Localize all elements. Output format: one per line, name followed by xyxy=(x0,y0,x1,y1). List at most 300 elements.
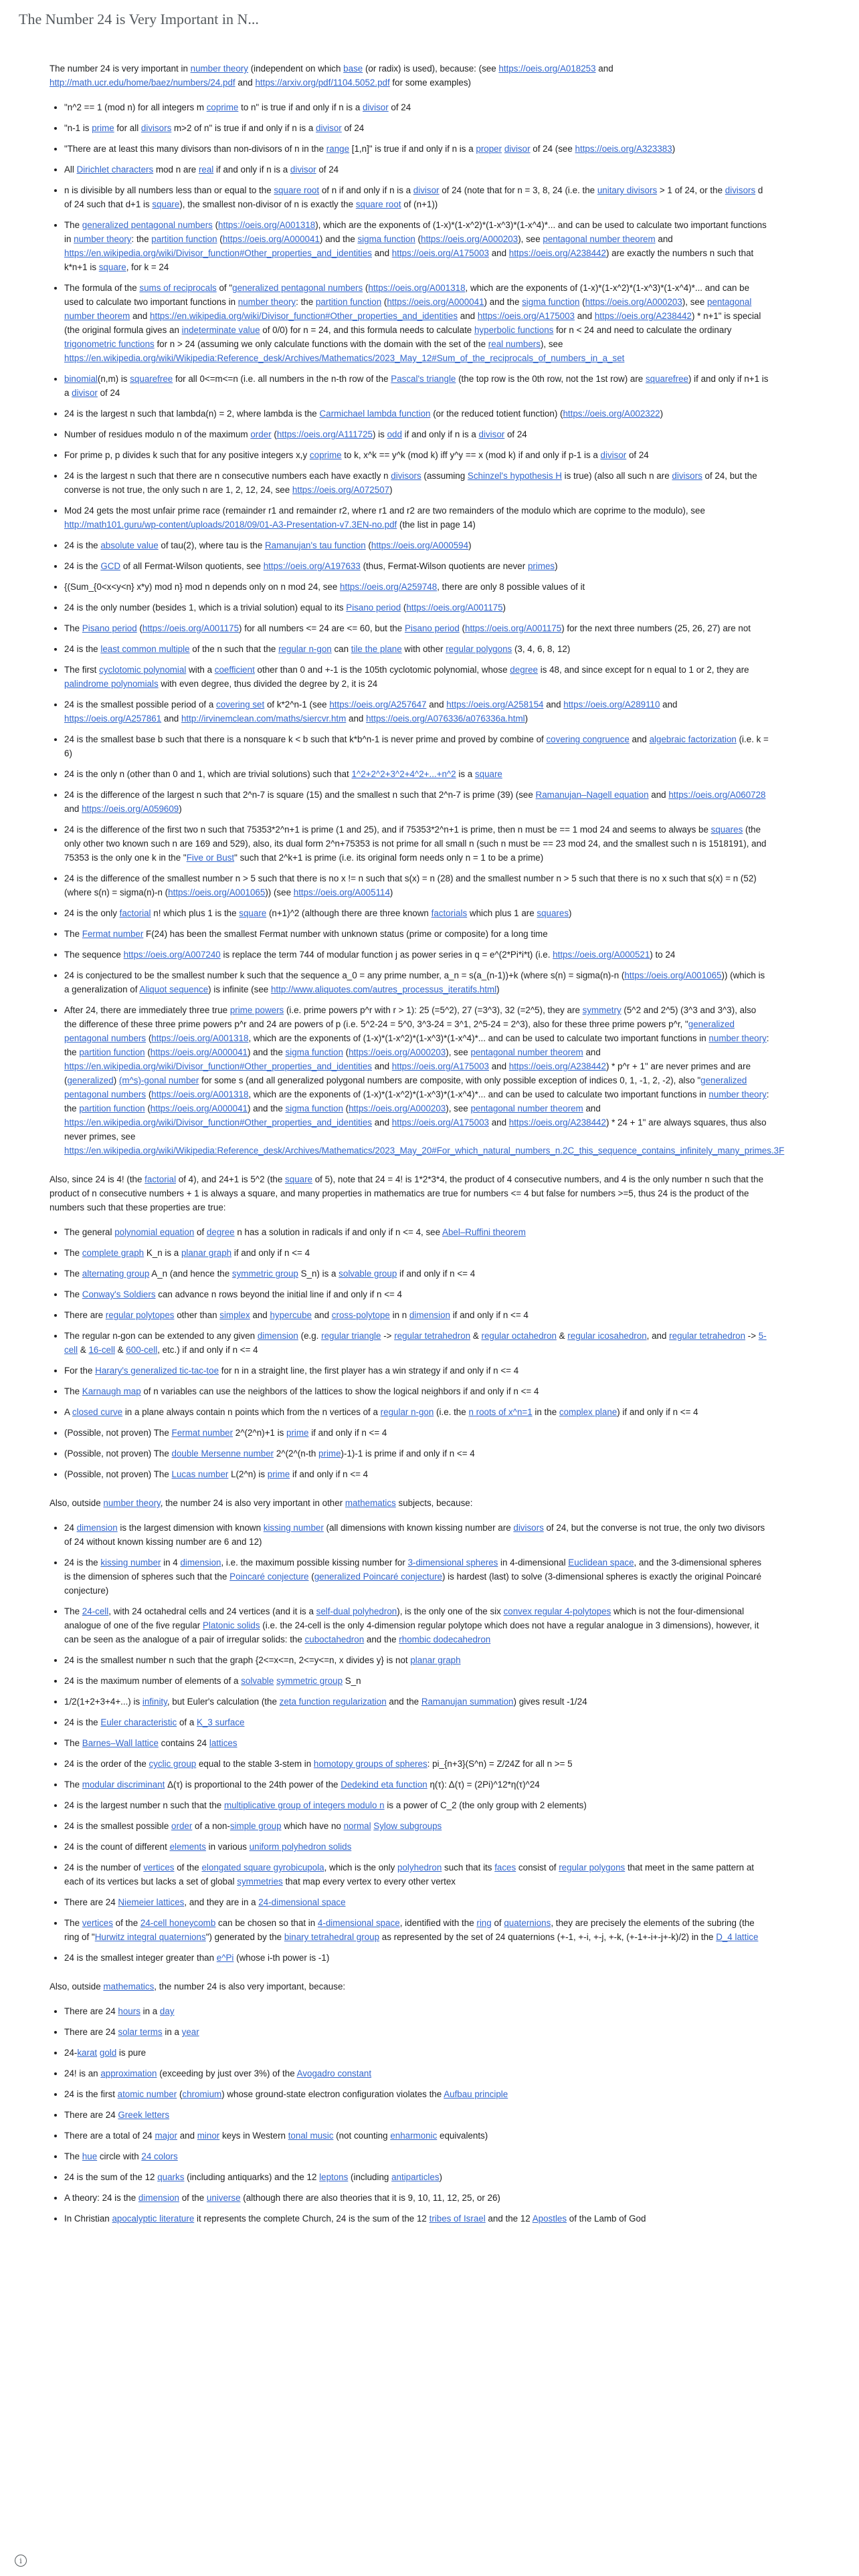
inline-link[interactable]: Avogadro constant xyxy=(296,2068,372,2078)
inline-link[interactable]: divisor xyxy=(600,450,627,460)
inline-link[interactable]: hyperbolic functions xyxy=(474,325,554,335)
inline-link[interactable]: https://oeis.org/A289110 xyxy=(563,700,660,710)
inline-link[interactable]: gold xyxy=(99,2048,117,2058)
inline-link[interactable]: elongated square gyrobicupola xyxy=(201,1862,324,1872)
inline-link[interactable]: uniform polyhedron solids xyxy=(249,1842,352,1852)
inline-link[interactable]: faces xyxy=(494,1862,516,1872)
inline-link[interactable]: Euler characteristic xyxy=(100,1717,177,1727)
inline-link[interactable]: tonal music xyxy=(288,2131,334,2141)
inline-link[interactable]: Pisano period xyxy=(346,603,401,613)
inline-link[interactable]: generalized pentagonal numbers xyxy=(64,1075,747,1099)
inline-link[interactable]: https://oeis.org/A323383 xyxy=(575,144,672,154)
inline-link[interactable]: n roots of x^n=1 xyxy=(468,1407,533,1417)
inline-link[interactable]: absolute value xyxy=(100,540,159,550)
inline-link[interactable]: complex plane xyxy=(559,1407,617,1417)
inline-link[interactable]: divisors xyxy=(140,123,172,133)
inline-link[interactable]: cross-polytope xyxy=(331,1310,390,1320)
list-item: • 24 is the first atomic number (chromium) whose ground-state electron configuration violates the Aufbau principle xyxy=(64,2087,769,2101)
inline-link[interactable]: square xyxy=(285,1174,312,1184)
inline-link[interactable]: pentagonal number theorem xyxy=(470,1103,583,1113)
inline-link[interactable]: pentagonal number theorem xyxy=(64,297,752,321)
inline-link[interactable]: https://oeis.org/A257647 xyxy=(329,700,427,710)
inline-link[interactable]: 24-cell xyxy=(82,1606,109,1616)
list-item: • 24 is the GCD of all Fermat-Wilson quotients, see https://oeis.org/A197633 (thus, Fermat-Wilson quotients are never primes) xyxy=(64,559,769,573)
inline-link[interactable]: prime xyxy=(92,123,114,133)
inline-link[interactable]: infinity xyxy=(142,1697,167,1707)
inline-link[interactable]: dimension xyxy=(409,1310,450,1320)
list-item: • There are regular polytopes other than simplex and hypercube and cross-polytope in n dimension if and only if n <= 4 xyxy=(64,1308,769,1322)
inline-link[interactable]: https://en.wikipedia.org/wiki/Divisor_function#Other_properties_and_identities xyxy=(150,311,458,321)
inline-link[interactable]: prime powers xyxy=(229,1005,284,1015)
inline-link[interactable]: GCD xyxy=(100,561,121,571)
inline-link[interactable]: Ramanujan summation xyxy=(421,1697,514,1707)
inline-link[interactable]: https://oeis.org/A001318 xyxy=(151,1089,249,1099)
inline-link[interactable]: solvable group xyxy=(339,1269,397,1279)
list-item: • 24-karat gold is pure xyxy=(64,2046,769,2060)
inline-link[interactable]: https://oeis.org/A001318 xyxy=(218,220,316,230)
inline-link[interactable]: https://oeis.org/A197633 xyxy=(263,561,361,571)
inline-link[interactable]: homotopy groups of spheres xyxy=(313,1759,427,1769)
inline-link[interactable]: squares xyxy=(710,825,743,835)
inline-link[interactable]: kissing number xyxy=(263,1523,324,1533)
inline-link[interactable]: generalized pentagonal numbers xyxy=(82,220,213,230)
inline-link[interactable]: dimension xyxy=(138,2193,179,2203)
inline-link[interactable]: generalized Poincaré conjecture xyxy=(314,1572,442,1582)
inline-link[interactable]: Poincaré conjecture xyxy=(229,1572,309,1582)
inline-link[interactable]: Pascal's triangle xyxy=(391,374,456,384)
inline-link[interactable]: degree xyxy=(510,665,538,675)
inline-link[interactable]: Apostles xyxy=(532,2214,567,2224)
inline-link[interactable]: regular tetrahedron xyxy=(394,1331,471,1341)
inline-link[interactable]: simple group xyxy=(229,1821,282,1831)
inline-link[interactable]: Pisano period xyxy=(82,623,137,633)
inline-link[interactable]: https://oeis.org/A175003 xyxy=(391,1061,489,1071)
inline-link[interactable]: dimension xyxy=(76,1523,118,1533)
inline-link[interactable]: dimension xyxy=(180,1558,221,1568)
inline-link[interactable]: partition function xyxy=(151,234,217,244)
inline-link[interactable]: Aufbau principle xyxy=(444,2089,508,2099)
inline-link[interactable]: K_3 surface xyxy=(197,1717,245,1727)
inline-link[interactable]: divisor xyxy=(72,388,98,398)
inline-link[interactable]: square root xyxy=(274,185,320,195)
inline-link[interactable]: Ramanujan–Nagell equation xyxy=(535,790,649,800)
list-item: • In Christian apocalyptic literature it represents the complete Church, 24 is the sum of the 12 tribes of Israel and the 12 Apostles of the Lamb of God xyxy=(64,2212,769,2226)
inline-link[interactable]: vertices xyxy=(143,1862,175,1872)
inline-link[interactable]: factorial xyxy=(119,908,151,918)
inline-link[interactable]: vertices xyxy=(82,1918,113,1928)
inline-link[interactable]: sigma function xyxy=(522,297,580,307)
inline-link[interactable]: https://en.wikipedia.org/wiki/Divisor_function#Other_properties_and_identities xyxy=(64,248,372,258)
outside-math-list xyxy=(50,2004,769,2226)
inline-link[interactable]: planar graph xyxy=(410,1655,461,1665)
inline-link[interactable]: year xyxy=(181,2027,199,2037)
inline-link[interactable]: https://oeis.org/A001065 xyxy=(624,970,722,980)
inline-link[interactable]: 24-cell honeycomb xyxy=(140,1918,216,1928)
list-item: • The Karnaugh map of n variables can use the neighbors of the lattices to show the logical neighbors if and only if n <= 4 xyxy=(64,1384,769,1398)
inline-link[interactable]: https://oeis.org/A238442 xyxy=(594,311,692,321)
list-item: • 24 is the absolute value of tau(2), where tau is the Ramanujan's tau function (https://oeis.org/A000594) xyxy=(64,538,769,552)
inline-link[interactable]: https://oeis.org/A238442 xyxy=(508,248,606,258)
inline-link[interactable]: simplex xyxy=(219,1310,250,1320)
inline-link[interactable]: number theory xyxy=(103,1498,161,1508)
inline-link[interactable]: sums of reciprocals xyxy=(139,283,217,293)
inline-link[interactable]: degree xyxy=(206,1227,235,1237)
inline-link[interactable]: 24 colors xyxy=(141,2151,178,2161)
list-item: • The Conway's Soldiers can advance n rows beyond the initial line if and only if n <= 4 xyxy=(64,1287,769,1301)
inline-link[interactable]: order xyxy=(250,429,272,439)
inline-link[interactable]: 16-cell xyxy=(88,1345,115,1355)
inline-link[interactable]: rhombic dodecahedron xyxy=(399,1634,491,1644)
inline-link[interactable]: modular discriminant xyxy=(82,1780,165,1790)
inline-link[interactable]: primes xyxy=(527,561,555,571)
inline-link[interactable]: number theory xyxy=(708,1089,767,1099)
list-item: • 24 is the smallest base b such that there is a nonsquare k < b such that k*b^n-1 is never prime and proved by combine of covering congruence and algebraic factorization (i.e. k = 6) xyxy=(64,732,769,760)
inline-link[interactable]: https://en.wikipedia.org/wiki/Divisor_function#Other_properties_and_identities xyxy=(64,1061,372,1071)
inline-link[interactable]: generalized xyxy=(67,1075,114,1085)
inline-link[interactable]: multiplicative group of integers modulo n xyxy=(223,1800,385,1810)
inline-link[interactable]: tile the plane xyxy=(351,644,402,654)
inline-link[interactable]: generalized pentagonal numbers xyxy=(64,1019,735,1043)
inline-link[interactable]: unitary divisors xyxy=(597,185,658,195)
inline-link[interactable]: divisor xyxy=(504,144,531,154)
inline-link[interactable]: divisors xyxy=(391,471,421,481)
inline-link[interactable]: hours xyxy=(118,2006,140,2016)
inline-link[interactable]: symmetry xyxy=(582,1005,622,1015)
inline-link[interactable]: coefficient xyxy=(214,665,255,675)
inline-link[interactable]: Carmichael lambda function xyxy=(319,409,431,419)
inline-link[interactable]: Sylow subgroups xyxy=(373,1821,442,1831)
list-item: • The generalized pentagonal numbers (https://oeis.org/A001318), which are the exponents of (1-x)*(1-x^2)*(1-x^3)*(1-x^4)*... and can be used to calculate two important functions in number theory: the partition function (https://oeis.org/A000041) and the sigma function (https://oeis.org/A000203), see pentagonal number theorem and https://en.wikipedia.org/wiki/Divisor_function#Other_properties_and_identities and https://oeis.org/A175003 and https://oeis.org/A238442) are exactly the numbers n such that k*n+1 is square, for k = 24 xyxy=(64,218,769,274)
inline-link[interactable]: Pisano period xyxy=(404,623,460,633)
inline-link[interactable]: number theory xyxy=(74,234,132,244)
inline-link[interactable]: prime xyxy=(286,1428,309,1438)
inline-link[interactable]: Euclidean space xyxy=(568,1558,634,1568)
list-item: • 24 is the smallest integer greater than e^Pi (whose i-th power is -1) xyxy=(64,1951,769,1965)
inline-link[interactable]: order xyxy=(171,1821,193,1831)
inline-link[interactable]: partition function xyxy=(79,1103,145,1113)
inline-link[interactable]: hypercube xyxy=(270,1310,312,1320)
inline-link[interactable]: https://oeis.org/A000041 xyxy=(150,1103,248,1113)
inline-link[interactable]: alternating group xyxy=(82,1269,150,1279)
inline-link[interactable]: https://oeis.org/A060728 xyxy=(668,790,766,800)
inline-link[interactable]: Platonic solids xyxy=(202,1620,260,1630)
inline-link[interactable]: cuboctahedron xyxy=(304,1634,365,1644)
inline-link[interactable]: solar terms xyxy=(118,2027,163,2037)
inline-link[interactable]: mathematics xyxy=(103,1981,155,1992)
inline-link[interactable]: https://oeis.org/A002322 xyxy=(563,409,660,419)
inline-link[interactable]: 24-dimensional space xyxy=(258,1897,346,1907)
list-item: • The formula of the sums of reciprocals of "generalized pentagonal numbers (https://oeis.org/A001318, which are the exponents of (1-x)*(1-x^2)*(1-x^3)*(1-x^4)*... and can be used to calculate two important functions in number theory: the partition function (https://oeis.org/A000041) and the sigma function (https://oeis.org/A000203), see pentagonal number theorem and https://en.wikipedia.org/wiki/Divisor_function#Other_properties_and_identities and https://oeis.org/A175003 and https://oeis.org/A238442) * n+1" is special (the original formula gives an indeterminate value of 0/0) for n = 24, and this formula needs to calculate hyperbolic functions for n < 24 and need to calculate the ordinary trigonometric functions for n > 24 (assuming we only calculate functions with the domain with the set of the real numbers), see https://en.wikipedia.org/wiki/Wikipedia:Reference_desk/Archives/Mathematics/2023_May_12#Sum_of_the_reciprocals_of_numbers_in_a_set xyxy=(64,281,769,365)
inline-link[interactable]: https://arxiv.org/pdf/1104.5052.pdf xyxy=(255,78,390,88)
inline-link[interactable]: planar graph xyxy=(181,1248,232,1258)
inline-link[interactable]: leptons xyxy=(319,2172,349,2182)
inline-link[interactable]: regular icosahedron xyxy=(567,1331,647,1341)
inline-link[interactable]: https://oeis.org/A258154 xyxy=(446,700,544,710)
inline-link[interactable]: square xyxy=(98,262,126,272)
intro-paragraph: The number 24 is very important in number theory (independent on which base (or radix) is used), because: (see https://oeis.org/A018253 and http://math.ucr.edu/home/baez/numbers/24.pdf and https://arxiv.org/pdf/1104.5052.pdf for some examples) xyxy=(50,64,613,88)
inline-link[interactable]: 5-cell xyxy=(64,1331,767,1355)
inline-link[interactable]: quaternions xyxy=(504,1918,551,1928)
inline-link[interactable]: binomial xyxy=(64,374,98,384)
inline-link[interactable]: least common multiple xyxy=(100,644,190,654)
list-item: • For prime p, p divides k such that for any positive integers x,y coprime to k, x^k == y^k (mod k) iff y^y == x (mod k) if and only if p-1 is a divisor of 24 xyxy=(64,448,769,462)
list-item: • Number of residues modulo n of the maximum order (https://oeis.org/A111725) is odd if and only if n is a divisor of 24 xyxy=(64,427,769,441)
inline-link[interactable]: Greek letters xyxy=(118,2110,170,2120)
inline-link[interactable]: regular n-gon xyxy=(278,644,332,654)
inline-link[interactable]: divisor xyxy=(316,123,342,133)
list-item: • "n^2 == 1 (mod n) for all integers m coprime to n" is true if and only if n is a divisor of 24 xyxy=(64,100,769,114)
inline-link[interactable]: https://oeis.org/A072507 xyxy=(292,485,390,495)
inline-link[interactable]: approximation xyxy=(100,2068,157,2078)
inline-link[interactable]: binary tetrahedral group xyxy=(284,1932,380,1942)
inline-link[interactable]: https://oeis.org/A238442 xyxy=(508,1061,606,1071)
inline-link[interactable]: https://oeis.org/A001318 xyxy=(368,283,466,293)
inline-link[interactable]: divisors xyxy=(672,471,702,481)
inline-link[interactable]: https://oeis.org/A000594 xyxy=(371,540,469,550)
inline-link[interactable]: squarefree xyxy=(645,374,688,384)
other-math-paragraph: Also, outside number theory, the number 24 is also very important in other mathematics subjects, because: xyxy=(50,1498,473,1508)
inline-link[interactable]: http://math.ucr.edu/home/baez/numbers/24.pdf xyxy=(50,78,235,88)
inline-link[interactable]: polyhedron xyxy=(397,1862,442,1872)
inline-link[interactable]: universe xyxy=(206,2193,241,2203)
inline-link[interactable]: divisor xyxy=(290,165,316,175)
inline-link[interactable]: double Mersenne number xyxy=(171,1448,274,1459)
inline-link[interactable]: https://oeis.org/A259748 xyxy=(340,582,438,592)
inline-link[interactable]: real numbers xyxy=(488,339,541,349)
inline-link[interactable]: https://oeis.org/A000521 xyxy=(553,950,650,960)
inline-link[interactable]: complete graph xyxy=(82,1248,145,1258)
inline-link[interactable]: closed curve xyxy=(72,1407,123,1417)
inline-link[interactable]: odd xyxy=(387,429,402,439)
inline-link[interactable]: square root xyxy=(355,199,401,209)
inline-link[interactable]: Abel–Ruffini theorem xyxy=(442,1227,526,1237)
small-numbers-list xyxy=(50,1225,769,1481)
inline-link[interactable]: https://oeis.org/A000203 xyxy=(349,1103,446,1113)
inline-link[interactable]: trigonometric functions xyxy=(64,339,155,349)
inline-link[interactable]: square xyxy=(239,908,267,918)
inline-link[interactable]: http://www.aliquotes.com/autres_processus_iteratifs.html xyxy=(270,984,497,994)
inline-link[interactable]: Dedekind eta function xyxy=(341,1780,427,1790)
inline-link[interactable]: regular n-gon xyxy=(380,1407,434,1417)
inline-link[interactable]: covering congruence xyxy=(546,734,630,744)
list-item: • 24 is the smallest possible period of a covering set of k*2^n-1 (see https://oeis.org/A257647 and https://oeis.org/A258154 and https://oeis.org/A289110 and https://oeis.org/A257861 and http://irvinemclean.com/maths/siercvr.htm and https://oeis.org/A076336/a076336a.html) xyxy=(64,697,769,726)
list-item: • 24 is conjectured to be the smallest number k such that the sequence a_0 = any prime number, a_n = s(a_(n-1))+k (where s(n) = sigma(n)-n (https://oeis.org/A001065)) (which is a generalization of Aliquot sequence) is infinite (see http://www.aliquotes.com/autres_processus_iteratifs.html) xyxy=(64,968,769,996)
inline-link[interactable]: https://oeis.org/A001318 xyxy=(151,1033,249,1043)
inline-link[interactable]: https://oeis.org/A000041 xyxy=(150,1047,248,1057)
inline-link[interactable]: Aliquot sequence xyxy=(139,984,209,994)
list-item: • 24 is the number of vertices of the elongated square gyrobicupola, which is the only polyhedron such that its faces consist of regular polygons that meet in the same pattern at each of its vertices but lacks a set of global symmetries that map every vertex to every other vertex xyxy=(64,1860,769,1889)
inline-link[interactable]: factorial xyxy=(145,1174,177,1184)
inline-link[interactable]: divisor xyxy=(363,102,389,112)
inline-link[interactable]: http://irvinemclean.com/maths/siercvr.htm xyxy=(181,714,347,724)
inline-link[interactable]: https://oeis.org/A001175 xyxy=(406,603,503,613)
list-item: • For the Harary's generalized tic-tac-toe for n in a straight line, the first player has a win strategy if and only if n <= 4 xyxy=(64,1364,769,1378)
inline-link[interactable]: coprime xyxy=(309,450,342,460)
inline-link[interactable]: dimension xyxy=(257,1331,298,1341)
inline-link[interactable]: divisors xyxy=(513,1523,544,1533)
inline-link[interactable]: sigma function xyxy=(285,1047,343,1057)
inline-link[interactable]: 4-dimensional space xyxy=(317,1918,400,1928)
inline-link[interactable]: proper xyxy=(476,144,502,154)
inline-link[interactable]: https://oeis.org/A000041 xyxy=(387,297,484,307)
inline-link[interactable]: divisor xyxy=(478,429,505,439)
inline-link[interactable]: Harary's generalized tic-tac-toe xyxy=(95,1366,219,1376)
inline-link[interactable]: cyclic group xyxy=(149,1759,197,1769)
inline-link[interactable]: pentagonal number theorem xyxy=(470,1047,583,1057)
inline-link[interactable]: pentagonal number theorem xyxy=(543,234,656,244)
inline-link[interactable]: mathematics xyxy=(345,1498,396,1508)
list-item: • 24 is the only number (besides 1, which is a trivial solution) equal to its Pisano period (https://oeis.org/A001175) xyxy=(64,601,769,615)
inline-link[interactable]: Fermat number xyxy=(82,929,144,939)
inline-link[interactable]: lattices xyxy=(209,1738,237,1748)
inline-link[interactable]: 1^2+2^2+3^2+4^2+...+n^2 xyxy=(351,769,456,779)
inline-link[interactable]: https://oeis.org/A007240 xyxy=(123,950,221,960)
inline-link[interactable]: https://oeis.org/A111725 xyxy=(276,429,373,439)
inline-link[interactable]: (m^s)-gonal number xyxy=(118,1075,199,1085)
inline-link[interactable]: real xyxy=(198,165,214,175)
inline-link[interactable]: elements xyxy=(169,1842,206,1852)
inline-link[interactable]: algebraic factorization xyxy=(649,734,737,744)
list-item: • binomial(n,m) is squarefree for all 0<=m<=n (i.e. all numbers in the n-th row of the Pascal's triangle (the top row is the 0th row, not the 1st row) are squarefree) if and only if n+1 is a divisor of 24 xyxy=(64,372,769,400)
inline-link[interactable]: Conway's Soldiers xyxy=(82,1289,156,1299)
inline-link[interactable]: regular octahedron xyxy=(481,1331,557,1341)
inline-link[interactable]: divisors xyxy=(725,185,756,195)
inline-link[interactable]: tribes of Israel xyxy=(429,2214,486,2224)
inline-link[interactable]: generalized pentagonal numbers xyxy=(232,283,363,293)
inline-link[interactable]: day xyxy=(159,2006,175,2016)
inline-link[interactable]: Five or Bust xyxy=(186,853,235,863)
inline-link[interactable]: partition function xyxy=(315,297,382,307)
inline-link[interactable]: zeta function regularization xyxy=(279,1697,387,1707)
inline-link[interactable]: https://en.wikipedia.org/wiki/Wikipedia:Reference_desk/Archives/Mathematics/2023_May_12#Sum_of_the_reciprocals_of_numbers_in_a_set xyxy=(64,353,625,363)
inline-link[interactable]: regular triangle xyxy=(321,1331,381,1341)
inline-link[interactable]: antiparticles xyxy=(391,2172,440,2182)
inline-link[interactable]: Dirichlet characters xyxy=(76,165,154,175)
inline-link[interactable]: partition function xyxy=(79,1047,145,1057)
inline-link[interactable]: https://en.wikipedia.org/wiki/Divisor_function#Other_properties_and_identities xyxy=(64,1117,372,1128)
inline-link[interactable]: apocalyptic literature xyxy=(112,2214,195,2224)
list-item: • (Possible, not proven) The Fermat number 2^(2^n)+1 is prime if and only if n <= 4 xyxy=(64,1426,769,1440)
info-icon[interactable]: i xyxy=(15,2555,27,2567)
inline-link[interactable]: Ramanujan's tau function xyxy=(265,540,366,550)
inline-link[interactable]: regular polygons xyxy=(559,1862,626,1872)
inline-link[interactable]: sigma function xyxy=(285,1103,343,1113)
inline-link[interactable]: divisor xyxy=(413,185,440,195)
inline-link[interactable]: kissing number xyxy=(100,1558,161,1568)
inline-link[interactable]: self-dual polyhedron xyxy=(316,1606,397,1616)
inline-link[interactable]: https://oeis.org/A001175 xyxy=(465,623,562,633)
inline-link[interactable]: Hurwitz integral quaternions xyxy=(94,1932,206,1942)
inline-link[interactable]: https://oeis.org/A001175 xyxy=(142,623,240,633)
inline-link[interactable]: polynomial equation xyxy=(114,1227,195,1237)
inline-link[interactable]: symmetric group xyxy=(276,1676,343,1686)
inline-link[interactable]: major xyxy=(155,2131,177,2141)
inline-link[interactable]: number theory xyxy=(708,1033,767,1043)
inline-link[interactable]: chromium xyxy=(182,2089,222,2099)
list-item: • The complete graph K_n is a planar graph if and only if n <= 4 xyxy=(64,1246,769,1260)
inline-link[interactable]: symmetries xyxy=(237,1876,283,1887)
inline-link[interactable]: cyclotomic polynomial xyxy=(99,665,187,675)
inline-link[interactable]: https://oeis.org/A257861 xyxy=(64,714,162,724)
inline-link[interactable]: squares xyxy=(537,908,569,918)
inline-link[interactable]: ring xyxy=(476,1918,492,1928)
inline-link[interactable]: https://oeis.org/A238442 xyxy=(508,1117,606,1128)
inline-link[interactable]: https://oeis.org/A018253 xyxy=(498,64,596,74)
inline-link[interactable]: https://oeis.org/A175003 xyxy=(477,311,575,321)
inline-link[interactable]: https://oeis.org/A000203 xyxy=(421,234,518,244)
inline-link[interactable]: squarefree xyxy=(130,374,173,384)
inline-link[interactable]: https://oeis.org/A001065 xyxy=(168,887,266,897)
inline-link[interactable]: https://oeis.org/A005114 xyxy=(293,887,390,897)
inline-link[interactable]: https://oeis.org/A059609 xyxy=(82,804,179,814)
inline-link[interactable]: solvable xyxy=(241,1676,274,1686)
inline-link[interactable]: http://math101.guru/wp-content/uploads/2018/09/01-A3-Presentation-v7.3EN-no.pdf xyxy=(64,520,397,530)
inline-link[interactable]: Lucas number xyxy=(171,1469,229,1479)
inline-link[interactable]: https://oeis.org/A175003 xyxy=(391,1117,489,1128)
list-item: • "n-1 is prime for all divisors m>2 of n" is true if and only if n is a divisor of 24 xyxy=(64,121,769,135)
inline-link[interactable]: symmetric group xyxy=(231,1269,298,1279)
inline-link[interactable]: Fermat number xyxy=(171,1428,233,1438)
inline-link[interactable]: base xyxy=(343,64,363,74)
inline-link[interactable]: quarks xyxy=(157,2172,185,2182)
list-item: • 24 is the least common multiple of the n such that the regular n-gon can tile the plane with other regular polygons (3, 4, 6, 8, 12) xyxy=(64,642,769,656)
inline-link[interactable]: regular polytopes xyxy=(105,1310,175,1320)
inline-link[interactable]: indeterminate value xyxy=(181,325,260,335)
inline-link[interactable]: https://oeis.org/A000203 xyxy=(349,1047,446,1057)
inline-link[interactable]: square xyxy=(152,199,180,209)
inline-link[interactable]: range xyxy=(326,144,350,154)
inline-link[interactable]: prime xyxy=(318,1448,341,1459)
inline-link[interactable]: hue xyxy=(82,2151,98,2161)
inline-link[interactable]: number theory xyxy=(237,297,296,307)
inline-link[interactable]: https://oeis.org/A175003 xyxy=(391,248,489,258)
inline-link[interactable]: https://en.wikipedia.org/wiki/Wikipedia:Reference_desk/Archives/Mathematics/2023_May_20#For_which_natural_numbers_n.2C_this_sequence_contains_infinitely_many_primes.3F xyxy=(64,1146,785,1156)
inline-link[interactable]: 600-cell xyxy=(126,1345,158,1355)
inline-link[interactable]: Karnaugh map xyxy=(82,1386,141,1396)
inline-link[interactable]: https://oeis.org/A000203 xyxy=(585,297,682,307)
inline-link[interactable]: square xyxy=(474,769,502,779)
inline-link[interactable]: factorials xyxy=(431,908,468,918)
inline-link[interactable]: minor xyxy=(197,2131,220,2141)
inline-link[interactable]: convex regular 4-polytopes xyxy=(503,1606,611,1616)
inline-link[interactable]: 3-dimensional spheres xyxy=(407,1558,498,1568)
inline-link[interactable]: Niemeier lattices xyxy=(118,1897,185,1907)
inline-link[interactable]: atomic number xyxy=(117,2089,177,2099)
inline-link[interactable]: https://oeis.org/A076336/a076336a.html xyxy=(366,714,525,724)
inline-link[interactable]: number theory xyxy=(190,64,248,74)
inline-link[interactable]: e^Pi xyxy=(216,1953,234,1963)
inline-link[interactable]: regular polygons xyxy=(446,644,512,654)
inline-link[interactable]: regular tetrahedron xyxy=(669,1331,746,1341)
list-item: • n is divisible by all numbers less than or equal to the square root of n if and only if n is a divisor of 24 (note that for n = 3, 8, 24 (i.e. the unitary divisors > 1 of 24, or the divisors d of 24 such that d+1 is square), the smallest non-divisor of n is exactly the square root of (n+1)) xyxy=(64,183,769,211)
inline-link[interactable]: Schinzel's hypothesis H xyxy=(467,471,562,481)
inline-link[interactable]: karat xyxy=(77,2048,98,2058)
inline-link[interactable]: Barnes–Wall lattice xyxy=(82,1738,159,1748)
inline-link[interactable]: sigma function xyxy=(357,234,415,244)
inline-link[interactable]: enharmonic xyxy=(390,2131,438,2141)
list-item: • 24 is the smallest possible order of a non-simple group which have no normal Sylow subgroups xyxy=(64,1819,769,1833)
inline-link[interactable]: https://oeis.org/A000041 xyxy=(222,234,320,244)
inline-link[interactable]: palindrome polynomials xyxy=(64,679,159,689)
inline-link[interactable]: prime xyxy=(267,1469,290,1479)
inline-link[interactable]: normal xyxy=(343,1821,371,1831)
inline-link[interactable]: D_4 lattice xyxy=(716,1932,759,1942)
inline-link[interactable]: covering set xyxy=(216,700,265,710)
list-item: • 24 is the count of different elements in various uniform polyhedron solids xyxy=(64,1840,769,1854)
list-item: • 24 is the difference of the first two n such that 75353*2^n+1 is prime (1 and 25), and if 75353*2^n+1 is prime, then n must be == 1 mod 24 and seems to always be squares (the only other two known such n are 169 and 529), also, its dual form 2^n+75353 is not prime for all small n (such n must be == 23 mod 24, and the smallest such n is 1518191), and 75353 is the only one k in the "Five or Bust" such that 2^k+1 is prime (i.e. its original form needs only n = 1 to be a prime) xyxy=(64,823,769,865)
inline-link[interactable]: coprime xyxy=(206,102,239,112)
list-item: • The first cyclotomic polynomial with a coefficient other than 0 and +-1 is the 105th cyclotomic polynomial, whose degree is 48, and since except for n equal to 1 or 2, they are palindrome polynomials with even degree, thus divided the degree by 2, it is 24 xyxy=(64,663,769,691)
